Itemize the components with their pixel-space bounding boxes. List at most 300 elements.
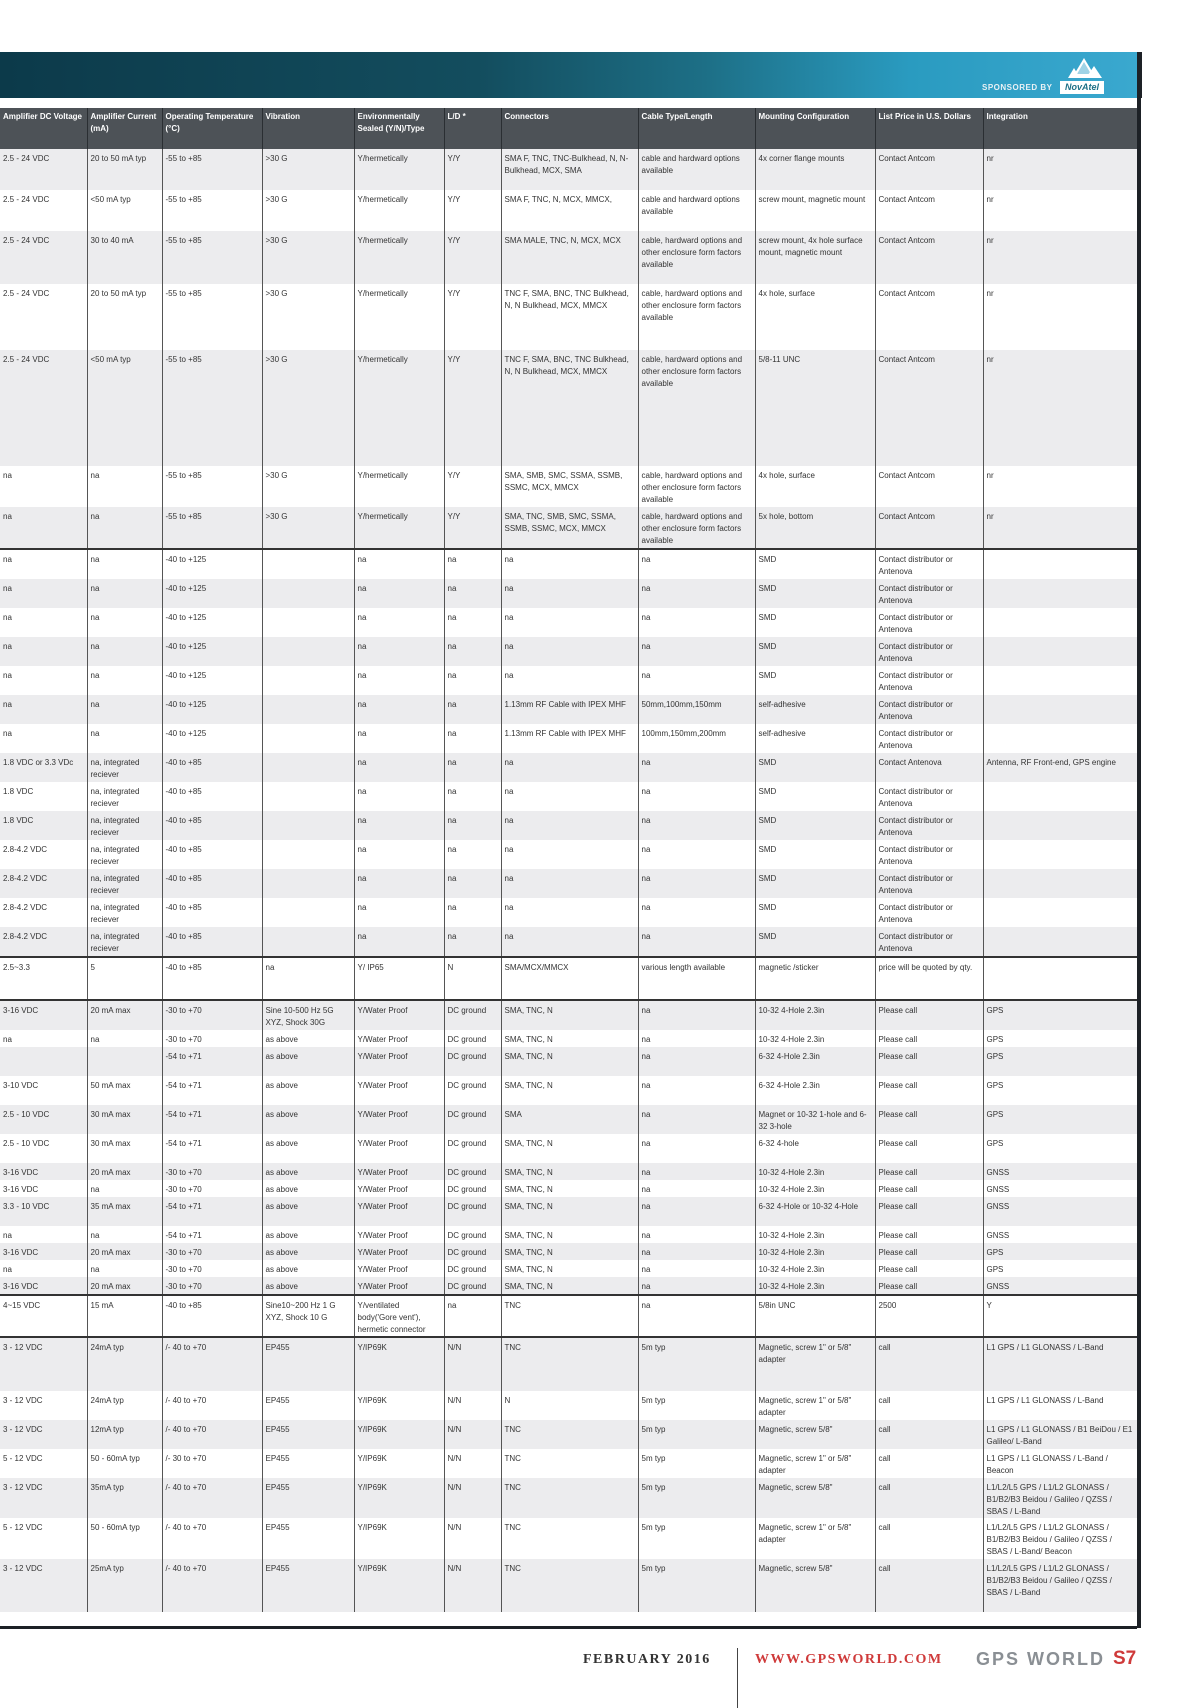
cell-connectors: TNC [501,1518,638,1559]
cell-connectors: TNC [501,1420,638,1449]
cell-integration: L1/L2/L5 GPS / L1/L2 GLONASS / B1/B2/B3 Beidou / Galileo / QZSS / SBAS / L-Band [983,1559,1137,1612]
cell-current: 50 - 60mA typ [87,1518,162,1559]
cell-sealed: na [354,608,444,637]
cell-integration: nr [983,350,1137,466]
cell-sealed: na [354,898,444,927]
cell-vibration [262,927,354,957]
cell-temperature: -54 to +71 [162,1047,262,1076]
cell-current: 30 mA max [87,1105,162,1134]
cell-integration: GNSS [983,1226,1137,1243]
cell-integration: Antenna, RF Front-end, GPS engine [983,753,1137,782]
cell-price: Contact Antcom [875,507,983,549]
cell-current: 20 mA max [87,1163,162,1180]
cell-connectors: SMA, TNC, N [501,1163,638,1180]
cell-current: na [87,695,162,724]
table-row [0,1047,1137,1076]
cell-dc-voltage: na [0,637,87,666]
cell-integration: GNSS [983,1197,1137,1226]
cell-integration: GPS [983,1105,1137,1134]
cell-cable: na [638,840,755,869]
cell-mounting: SMD [755,811,875,840]
cell-sealed: Y/Water Proof [354,1226,444,1243]
cell-temperature: -30 to +70 [162,1260,262,1277]
cell-price: Please call [875,1180,983,1197]
table-row [0,190,1137,231]
table-row [0,1197,1137,1226]
cell-dc-voltage: na [0,579,87,608]
cell-ld: DC ground [444,1163,501,1180]
cell-vibration [262,666,354,695]
cell-current: 15 mA [87,1295,162,1337]
cell-cable: na [638,1226,755,1243]
cell-ld: na [444,840,501,869]
cell-temperature: -30 to +70 [162,1277,262,1295]
cell-sealed: Y/Water Proof [354,1260,444,1277]
cell-current: na, integrated reciever [87,753,162,782]
header-environmentally-sealed: Environmentally Sealed (Y/N)/Type [354,108,444,149]
cell-dc-voltage: 3 - 12 VDC [0,1337,87,1391]
cell-cable: na [638,1030,755,1047]
cell-dc-voltage: na [0,1030,87,1047]
header-list-price: List Price in U.S. Dollars [875,108,983,149]
cell-temperature: -40 to +85 [162,957,262,1000]
header-connectors: Connectors [501,108,638,149]
cell-price: Contact distributor or Antenova [875,579,983,608]
cell-connectors: SMA/MCX/MMCX [501,957,638,1000]
cell-ld: na [444,927,501,957]
cell-dc-voltage: 2.5~3.3 [0,957,87,1000]
cell-ld: na [444,549,501,579]
cell-connectors: na [501,579,638,608]
cell-sealed: na [354,549,444,579]
cell-vibration: >30 G [262,231,354,284]
cell-cable: 5m typ [638,1449,755,1478]
cell-connectors: 1.13mm RF Cable with IPEX MHF [501,724,638,753]
table-row [0,695,1137,724]
page-footer [0,1640,1200,1708]
cell-vibration [262,724,354,753]
cell-mounting: screw mount, magnetic mount [755,190,875,231]
cell-sealed: na [354,782,444,811]
cell-ld: na [444,637,501,666]
cell-ld: DC ground [444,1134,501,1163]
cell-cable: na [638,1277,755,1295]
cell-cable: na [638,637,755,666]
cell-connectors: SMA, TNC, N [501,1226,638,1243]
cell-ld: Y/Y [444,190,501,231]
cell-connectors: na [501,811,638,840]
cell-ld: N/N [444,1559,501,1612]
table-row [0,1391,1137,1420]
cell-vibration: >30 G [262,466,354,507]
cell-ld: DC ground [444,1000,501,1030]
cell-dc-voltage: 2.8-4.2 VDC [0,840,87,869]
cell-price: Contact distributor or Antenova [875,549,983,579]
cell-current: na, integrated reciever [87,811,162,840]
cell-vibration [262,637,354,666]
cell-vibration: >30 G [262,149,354,190]
frame-right-rule [1137,98,1141,1628]
cell-price: Please call [875,1047,983,1076]
cell-temperature: -40 to +125 [162,666,262,695]
cell-mounting: 5x hole, bottom [755,507,875,549]
cell-price: Please call [875,1134,983,1163]
cell-current: na, integrated reciever [87,782,162,811]
cell-temperature: -30 to +70 [162,1180,262,1197]
cell-sealed: Y/Water Proof [354,1000,444,1030]
cell-temperature: -40 to +85 [162,840,262,869]
cell-sealed: na [354,811,444,840]
cell-ld: N/N [444,1518,501,1559]
cell-price: Contact distributor or Antenova [875,811,983,840]
cell-mounting: Magnetic, screw 1" or 5/8" adapter [755,1337,875,1391]
cell-cable: na [638,927,755,957]
cell-integration [983,869,1137,898]
cell-ld: DC ground [444,1047,501,1076]
cell-dc-voltage: 2.8-4.2 VDC [0,898,87,927]
cell-mounting: 10-32 4-Hole 2.3in [755,1000,875,1030]
cell-connectors: SMA MALE, TNC, N, MCX, MCX [501,231,638,284]
cell-dc-voltage: 2.8-4.2 VDC [0,927,87,957]
cell-mounting: SMD [755,549,875,579]
cell-connectors: TNC [501,1295,638,1337]
cell-price: call [875,1391,983,1420]
cell-temperature: -40 to +125 [162,549,262,579]
cell-dc-voltage: 4~15 VDC [0,1295,87,1337]
cell-ld: N/N [444,1391,501,1420]
cell-mounting: 10-32 4-Hole 2.3in [755,1226,875,1243]
cell-mounting: 6-32 4-Hole 2.3in [755,1076,875,1105]
cell-connectors: TNC [501,1337,638,1391]
cell-mounting: SMD [755,637,875,666]
table-row [0,466,1137,507]
cell-ld: Y/Y [444,231,501,284]
cell-temperature: -40 to +125 [162,637,262,666]
cell-temperature: -55 to +85 [162,350,262,466]
cell-sealed: Y/hermetically [354,350,444,466]
table-row [0,1030,1137,1047]
cell-connectors: SMA, TNC, N [501,1134,638,1163]
cell-price: Please call [875,1226,983,1243]
cell-mounting: Magnet or 10-32 1-hole and 6-32 3-hole [755,1105,875,1134]
cell-integration: GPS [983,1047,1137,1076]
cell-dc-voltage: na [0,1226,87,1243]
cell-connectors: SMA, TNC, N [501,1260,638,1277]
footer-divider [737,1648,738,1708]
cell-vibration: as above [262,1243,354,1260]
cell-connectors: na [501,869,638,898]
cell-current: 35mA typ [87,1478,162,1518]
cell-connectors: SMA [501,1105,638,1134]
cell-connectors: SMA, TNC, N [501,1277,638,1295]
cell-dc-voltage: 2.5 - 24 VDC [0,190,87,231]
cell-mounting: 4x hole, surface [755,284,875,350]
cell-cable: na [638,549,755,579]
table-row [0,1559,1137,1612]
cell-sealed: Y/hermetically [354,149,444,190]
cell-vibration: as above [262,1226,354,1243]
cell-connectors: SMA, TNC, N [501,1243,638,1260]
cell-price: Contact distributor or Antenova [875,840,983,869]
table-row [0,350,1137,466]
cell-mounting: 5/8-11 UNC [755,350,875,466]
cell-dc-voltage: na [0,724,87,753]
cell-sealed: Y/IP69K [354,1449,444,1478]
cell-cable: na [638,1076,755,1105]
header-amplifier-current: Amplifier Current (mA) [87,108,162,149]
cell-vibration [262,695,354,724]
footer-url: WWW.GPSWORLD.COM [755,1652,943,1667]
cell-connectors: TNC [501,1449,638,1478]
cell-mounting: Magnetic, screw 1" or 5/8" adapter [755,1391,875,1420]
cell-current: na [87,608,162,637]
table-row [0,1518,1137,1559]
cell-cable: 5m typ [638,1559,755,1612]
cell-cable: na [638,1197,755,1226]
cell-temperature: -40 to +85 [162,782,262,811]
cell-sealed: Y/Water Proof [354,1105,444,1134]
cell-cable: na [638,869,755,898]
cell-price: Contact Antcom [875,466,983,507]
cell-mounting: SMD [755,782,875,811]
cell-connectors: N [501,1391,638,1420]
cell-integration [983,608,1137,637]
cell-current: 20 to 50 mA typ [87,149,162,190]
cell-ld: Y/Y [444,507,501,549]
cell-integration [983,549,1137,579]
cell-current: na, integrated reciever [87,840,162,869]
cell-sealed: Y/Water Proof [354,1030,444,1047]
cell-cable: cable, hardward options and other enclosure form factors available [638,284,755,350]
cell-vibration: >30 G [262,284,354,350]
table-row [0,927,1137,957]
cell-sealed: Y/ventilated body('Gore vent'), hermetic connector [354,1295,444,1337]
cell-temperature: -54 to +71 [162,1105,262,1134]
cell-cable: na [638,1180,755,1197]
cell-price: Contact distributor or Antenova [875,782,983,811]
cell-vibration: >30 G [262,507,354,549]
cell-temperature: -55 to +85 [162,507,262,549]
cell-mounting: SMD [755,666,875,695]
cell-vibration: EP455 [262,1337,354,1391]
cell-dc-voltage: 3 - 12 VDC [0,1420,87,1449]
cell-dc-voltage: 3-16 VDC [0,1000,87,1030]
cell-temperature: -55 to +85 [162,231,262,284]
table-body [0,149,1137,1612]
cell-cable: 5m typ [638,1337,755,1391]
cell-sealed: Y/hermetically [354,466,444,507]
cell-current: 50 mA max [87,1076,162,1105]
table-row [0,1226,1137,1243]
cell-vibration: as above [262,1180,354,1197]
cell-vibration: >30 G [262,190,354,231]
table-row [0,1134,1137,1163]
cell-integration [983,927,1137,957]
footer-brand: GPS WORLD [976,1649,1105,1669]
cell-integration: GPS [983,1243,1137,1260]
cell-temperature: -40 to +85 [162,753,262,782]
cell-dc-voltage [0,1047,87,1076]
cell-sealed: Y/Water Proof [354,1277,444,1295]
cell-mounting: 10-32 4-Hole 2.3in [755,1260,875,1277]
cell-connectors: SMA, TNC, N [501,1030,638,1047]
cell-vibration: EP455 [262,1518,354,1559]
cell-price: Contact Antcom [875,350,983,466]
cell-sealed: Y/hermetically [354,284,444,350]
table-row [0,1180,1137,1197]
cell-integration [983,637,1137,666]
cell-dc-voltage: 3.3 - 10 VDC [0,1197,87,1226]
cell-vibration [262,608,354,637]
cell-connectors: TNC F, SMA, BNC, TNC Bulkhead, N, N Bulkhead, MCX, MMCX [501,284,638,350]
cell-cable: na [638,1295,755,1337]
cell-current: na [87,1030,162,1047]
cell-temperature: -55 to +85 [162,284,262,350]
cell-mounting: Magnetic, screw 1" or 5/8" adapter [755,1518,875,1559]
cell-ld: na [444,724,501,753]
cell-temperature: -54 to +71 [162,1226,262,1243]
cell-current: na, integrated reciever [87,898,162,927]
cell-mounting: 10-32 4-Hole 2.3in [755,1277,875,1295]
table-row [0,898,1137,927]
cell-temperature: -40 to +85 [162,1295,262,1337]
cell-connectors: na [501,782,638,811]
cell-dc-voltage: 3 - 12 VDC [0,1559,87,1612]
cell-ld: Y/Y [444,284,501,350]
cell-sealed: Y/IP69K [354,1420,444,1449]
cell-integration: nr [983,190,1137,231]
cell-ld: na [444,666,501,695]
cell-integration: nr [983,149,1137,190]
banner-edge [1137,52,1142,98]
cell-current: na [87,466,162,507]
cell-current: na [87,666,162,695]
cell-dc-voltage: 3 - 12 VDC [0,1478,87,1518]
cell-dc-voltage: na [0,695,87,724]
cell-sealed: na [354,666,444,695]
cell-mounting: 10-32 4-Hole 2.3in [755,1243,875,1260]
cell-current: <50 mA typ [87,350,162,466]
cell-connectors: TNC [501,1478,638,1518]
cell-mounting: 6-32 4-Hole 2.3in [755,1047,875,1076]
cell-price: 2500 [875,1295,983,1337]
cell-price: call [875,1518,983,1559]
cell-ld: na [444,898,501,927]
table-row [0,1449,1137,1478]
cell-integration: L1/L2/L5 GPS / L1/L2 GLONASS / B1/B2/B3 Beidou / Galileo / QZSS / SBAS / L-Band/ Beacon [983,1518,1137,1559]
cell-integration: L1 GPS / L1 GLONASS / L-Band [983,1391,1137,1420]
cell-integration: nr [983,284,1137,350]
cell-sealed: Y/IP69K [354,1559,444,1612]
cell-price: Contact distributor or Antenova [875,869,983,898]
cell-vibration: Sine 10-500 Hz 5G XYZ, Shock 30G [262,1000,354,1030]
table-row [0,1337,1137,1391]
cell-cable: na [638,608,755,637]
cell-vibration: as above [262,1277,354,1295]
cell-dc-voltage: na [0,507,87,549]
cell-sealed: Y/IP69K [354,1337,444,1391]
table-row [0,724,1137,753]
cell-sealed: Y/hermetically [354,190,444,231]
sponsored-by-label: SPONSORED BY [982,83,1053,92]
cell-integration: GPS [983,1000,1137,1030]
cell-temperature: -55 to +85 [162,149,262,190]
cell-price: Please call [875,1030,983,1047]
cell-cable: cable and hardward options available [638,190,755,231]
cell-cable: 50mm,100mm,150mm [638,695,755,724]
cell-cable: na [638,1260,755,1277]
cell-vibration [262,811,354,840]
cell-price: Contact distributor or Antenova [875,927,983,957]
cell-current: na, integrated reciever [87,927,162,957]
table-row [0,1420,1137,1449]
cell-mounting: Magnetic, screw 1" or 5/8" adapter [755,1449,875,1478]
table-row [0,1076,1137,1105]
cell-mounting: SMD [755,927,875,957]
cell-temperature: -30 to +70 [162,1000,262,1030]
cell-current: 20 mA max [87,1277,162,1295]
cell-ld: Y/Y [444,149,501,190]
table-row [0,1478,1137,1518]
header-mounting-configuration: Mounting Configuration [755,108,875,149]
cell-integration: Y [983,1295,1137,1337]
cell-connectors: 1.13mm RF Cable with IPEX MHF [501,695,638,724]
cell-current: na [87,724,162,753]
cell-vibration: as above [262,1030,354,1047]
cell-mounting: SMD [755,753,875,782]
cell-sealed: na [354,869,444,898]
cell-connectors: SMA, TNC, N [501,1076,638,1105]
cell-mounting: 4x hole, surface [755,466,875,507]
cell-integration: GNSS [983,1180,1137,1197]
footer-date: FEBRUARY 2016 [583,1652,711,1667]
cell-sealed: Y/hermetically [354,231,444,284]
cell-integration [983,840,1137,869]
table-header-row [0,108,1137,149]
cell-price: call [875,1449,983,1478]
header-amplifier-dc-voltage: Amplifier DC Voltage [0,108,87,149]
cell-current: na [87,1260,162,1277]
cell-cable: various length available [638,957,755,1000]
cell-vibration: as above [262,1105,354,1134]
cell-vibration: EP455 [262,1449,354,1478]
cell-dc-voltage: 2.8-4.2 VDC [0,869,87,898]
cell-price: Contact Antcom [875,190,983,231]
cell-integration: GPS [983,1030,1137,1047]
cell-cable: 100mm,150mm,200mm [638,724,755,753]
cell-price: Contact Antcom [875,284,983,350]
cell-mounting: 6-32 4-hole [755,1134,875,1163]
cell-current: 50 - 60mA typ [87,1449,162,1478]
cell-cable: na [638,579,755,608]
cell-current [87,1047,162,1076]
cell-connectors: SMA, TNC, N [501,1047,638,1076]
cell-ld: Y/Y [444,466,501,507]
cell-price: Please call [875,1105,983,1134]
cell-ld: na [444,811,501,840]
cell-current: <50 mA typ [87,190,162,231]
cell-mounting: 10-32 4-Hole 2.3in [755,1030,875,1047]
cell-temperature: -40 to +125 [162,579,262,608]
cell-vibration: EP455 [262,1478,354,1518]
cell-current: 12mA typ [87,1420,162,1449]
cell-cable: na [638,1000,755,1030]
cell-integration [983,898,1137,927]
cell-sealed: Y/Water Proof [354,1243,444,1260]
table-row [0,753,1137,782]
cell-ld: DC ground [444,1226,501,1243]
cell-integration: GNSS [983,1277,1137,1295]
